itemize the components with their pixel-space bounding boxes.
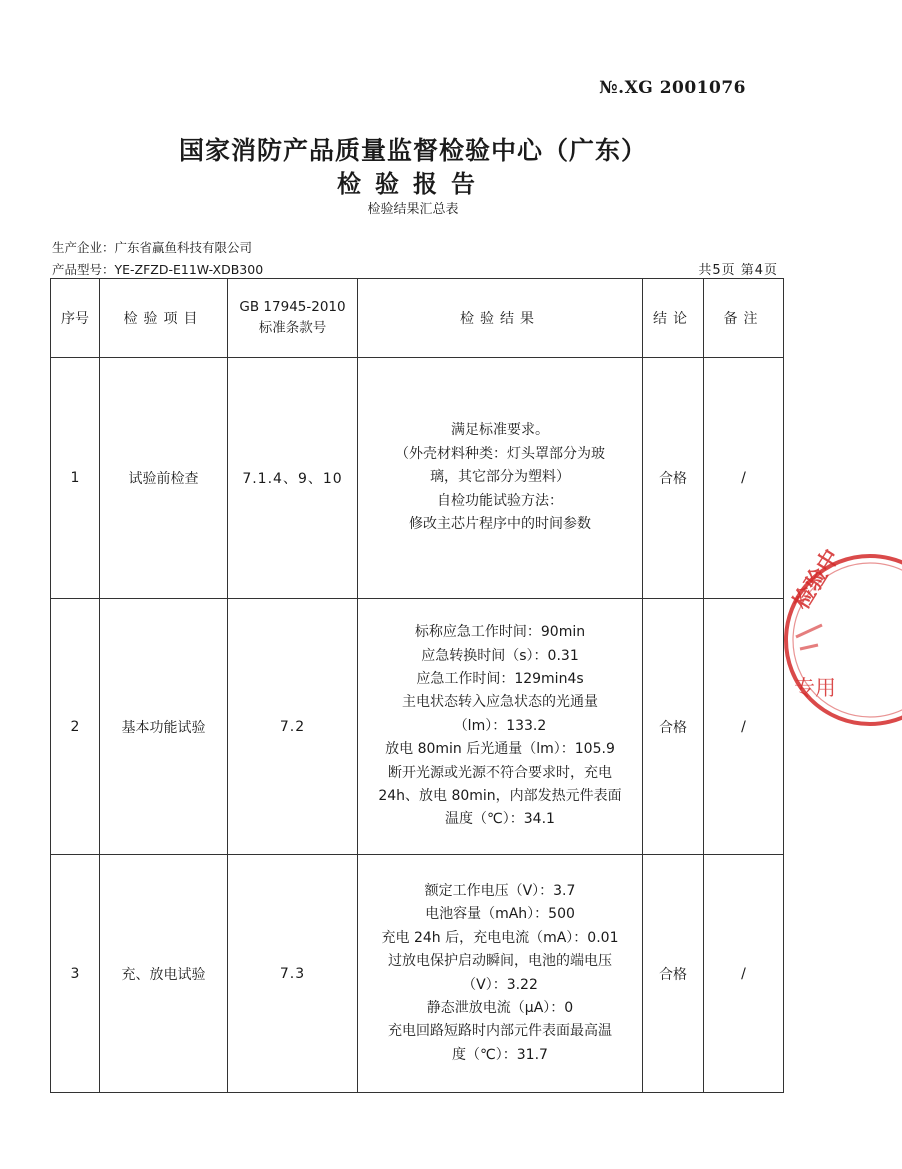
row-item: 充、放电试验 [100, 855, 228, 1093]
result-line: 放电 80min 后光通量（lm）：105.9 [385, 741, 615, 758]
row-result [358, 599, 643, 855]
result-line: 应急转换时间（s）：0.31 [421, 647, 579, 664]
header-result: 检验结果 [358, 279, 643, 358]
row-conclusion: 合格 [643, 855, 704, 1093]
report-title: 检验报告 [337, 170, 489, 198]
report-subtitle: 检验结果汇总表 [367, 202, 459, 217]
seal-graphic [782, 545, 902, 735]
row-result [358, 358, 643, 599]
header-remark: 备注 [704, 279, 784, 358]
result-line: 静态泄放电流（μA）：0 [426, 999, 574, 1016]
row-seq: 2 [51, 599, 100, 855]
page-count: 共5页 第4页 [698, 263, 778, 278]
organization-title: 国家消防产品质量监督检验中心（广东） [178, 136, 647, 165]
header-standard-clause: 标准条款号 [258, 320, 327, 336]
header-conclusion: 结论 [643, 279, 704, 358]
row-item: 基本功能试验 [100, 599, 228, 855]
result-line: 24h、放电 80min，内部发热元件表面 [378, 788, 622, 805]
manufacturer: 生产企业：广东省赢鱼科技有限公司 [52, 240, 253, 255]
result-line: 过放电保护启动瞬间，电池的端电压 [388, 953, 612, 970]
report-number: №.XG 2001076 [599, 78, 746, 98]
result-line: 主电状态转入应急状态的光通量 [402, 694, 598, 711]
row-seq: 3 [51, 855, 100, 1093]
row-clause: 7.1.4、9、10 [228, 358, 358, 599]
table-row [51, 599, 784, 855]
result-line: 应急工作时间：129min4s [416, 670, 584, 687]
table-row [51, 855, 784, 1093]
table-header-row [51, 279, 784, 358]
row-item: 试验前检查 [100, 358, 228, 599]
result-line: 温度（℃）：34.1 [445, 811, 555, 828]
result-line: （V）：3.22 [462, 976, 538, 993]
seal-text-top: 检验中 [788, 545, 846, 615]
result-line: 断开光源或光源不符合要求时，充电 [388, 764, 612, 781]
result-line: 充电 24h 后，充电电流（mA）：0.01 [381, 929, 619, 946]
row-result [358, 855, 643, 1093]
official-seal-stamp [782, 545, 902, 735]
result-line: （lm）：133.2 [453, 717, 547, 734]
results-table [50, 278, 784, 1093]
table-row [51, 358, 784, 599]
row-conclusion: 合格 [643, 599, 704, 855]
row-remark: / [704, 855, 784, 1093]
header-item: 检验项目 [100, 279, 228, 358]
result-line: 满足标准要求。 [451, 422, 549, 439]
result-line: 度（℃）：31.7 [452, 1046, 548, 1063]
result-line: 充电回路短路时内部元件表面最高温 [388, 1023, 612, 1040]
result-line: 璃，其它部分为塑料） [430, 469, 570, 486]
row-conclusion: 合格 [643, 358, 704, 599]
row-clause: 7.2 [228, 599, 358, 855]
header-standard [228, 279, 358, 358]
row-clause: 7.3 [228, 855, 358, 1093]
row-seq: 1 [51, 358, 100, 599]
row-remark: / [704, 599, 784, 855]
result-line: 电池容量（mAh）：500 [425, 906, 575, 923]
header-standard-code: GB 17945-2010 [239, 299, 346, 315]
result-line: 自检功能试验方法： [437, 492, 563, 509]
result-line: 额定工作电压（V）：3.7 [424, 882, 576, 899]
seal-mark [796, 625, 822, 649]
result-line: （外壳材料种类：灯头罩部分为玻 [395, 445, 605, 462]
result-line: 标称应急工作时间：90min [414, 624, 586, 641]
row-remark: / [704, 358, 784, 599]
seal-text-bottom: 专用 [794, 676, 836, 700]
result-line: 修改主芯片程序中的时间参数 [409, 516, 591, 533]
header-seq: 序号 [51, 279, 100, 358]
product-model: 产品型号：YE-ZFZD-E11W-XDB300 [52, 262, 264, 277]
